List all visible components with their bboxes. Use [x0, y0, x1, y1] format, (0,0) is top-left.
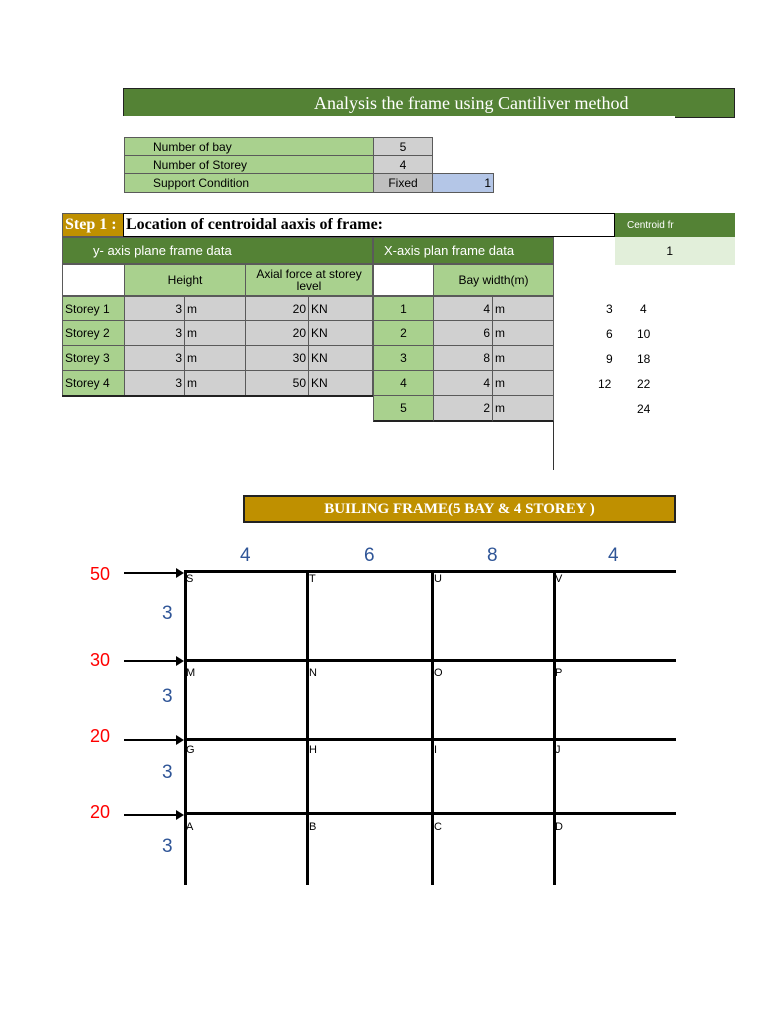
node-label: J — [555, 744, 561, 756]
node-label: V — [555, 573, 563, 585]
beam — [184, 812, 676, 815]
force-arrow — [124, 739, 182, 741]
x-row-index: 4 — [373, 370, 434, 396]
x-row-unit: m — [492, 395, 554, 422]
bay-label: 8 — [487, 545, 498, 566]
force-arrow — [124, 660, 182, 662]
y-row-force[interactable]: 20 — [245, 320, 309, 346]
y-row-height-unit: m — [184, 345, 246, 371]
x-row-unit: m — [492, 320, 554, 346]
node-label: T — [309, 573, 316, 585]
y-table-col-height: Height — [124, 264, 246, 296]
centroid-label: Centroid fr — [615, 213, 735, 237]
node-label: B — [309, 821, 317, 833]
y-row-name: Storey 1 — [62, 296, 125, 321]
storey-height: 3 — [162, 836, 173, 857]
y-row-force[interactable]: 50 — [245, 370, 309, 396]
x-table-col-bay: Bay width(m) — [433, 264, 554, 296]
x-table-blank-header — [373, 264, 434, 296]
side-num-b: 18 — [637, 352, 651, 366]
storey-force: 20 — [90, 726, 111, 746]
y-row-height[interactable]: 3 — [124, 296, 185, 321]
summary-value-storey[interactable]: 4 — [373, 155, 433, 174]
title-underline — [123, 116, 675, 118]
x-row-width[interactable]: 4 — [433, 370, 493, 396]
force-arrow — [124, 814, 182, 816]
y-row-force[interactable]: 30 — [245, 345, 309, 371]
y-table-col-force: Axial force at storey level — [245, 264, 373, 296]
y-row-height-unit: m — [184, 320, 246, 346]
y-table-header: y- axis plane frame data — [62, 237, 373, 264]
node-label: G — [186, 744, 195, 756]
y-row-force[interactable]: 20 — [245, 296, 309, 321]
column — [306, 570, 309, 885]
summary-value-bays[interactable]: 5 — [373, 137, 433, 156]
x-row-index: 1 — [373, 296, 434, 321]
beam — [184, 738, 676, 741]
frame-title: BUILING FRAME(5 BAY & 4 STOREY ) — [243, 495, 676, 523]
side-num-a: 9 — [606, 352, 613, 366]
node-label: M — [186, 667, 196, 679]
x-row-unit: m — [492, 345, 554, 371]
y-row-name: Storey 4 — [62, 370, 125, 396]
storey-force: 30 — [90, 650, 111, 670]
storey-height: 3 — [162, 686, 173, 707]
column — [184, 570, 187, 885]
node-label: P — [555, 667, 563, 679]
y-row-height-unit: m — [184, 296, 246, 321]
storey-force: 20 — [90, 802, 111, 822]
y-row-name: Storey 3 — [62, 345, 125, 371]
node-label: A — [186, 821, 194, 833]
table-bottom-border — [62, 395, 373, 397]
x-row-width[interactable]: 6 — [433, 320, 493, 346]
storey-height: 3 — [162, 762, 173, 783]
beam — [184, 659, 676, 662]
node-label: H — [309, 744, 317, 756]
side-num-b: 10 — [637, 327, 651, 341]
summary-label-support: Support Condition — [124, 173, 374, 193]
x-row-index: 5 — [373, 395, 434, 422]
y-row-height[interactable]: 3 — [124, 320, 185, 346]
side-num-a: 3 — [606, 302, 613, 316]
x-row-unit: m — [492, 370, 554, 396]
step-text: Location of centroidal aaxis of frame: — [123, 213, 615, 237]
x-row-width[interactable]: 8 — [433, 345, 493, 371]
y-row-force-unit: KN — [308, 296, 373, 321]
bay-label: 4 — [608, 545, 619, 566]
y-row-height[interactable]: 3 — [124, 345, 185, 371]
force-arrow — [124, 572, 182, 574]
x-row-index: 3 — [373, 345, 434, 371]
side-num-a: 12 — [598, 377, 612, 391]
sheet-title-text: Analysis the frame using Cantiliver method — [314, 92, 629, 113]
column — [553, 570, 556, 885]
beam — [184, 570, 676, 573]
centroid-value[interactable]: 1 — [615, 237, 735, 265]
x-row-index: 2 — [373, 320, 434, 346]
side-num-b: 22 — [637, 377, 651, 391]
side-num-b: 4 — [640, 302, 647, 316]
x-row-width[interactable]: 4 — [433, 296, 493, 321]
side-num-b: 24 — [637, 402, 651, 416]
node-label: C — [434, 821, 442, 833]
y-row-name: Storey 2 — [62, 320, 125, 346]
y-row-height[interactable]: 3 — [124, 370, 185, 396]
node-label: I — [434, 744, 438, 756]
bay-label: 4 — [240, 545, 251, 566]
node-label: U — [434, 573, 442, 585]
bay-label: 6 — [364, 545, 375, 566]
summary-value-support[interactable]: Fixed — [373, 173, 433, 193]
x-row-width[interactable]: 2 — [433, 395, 493, 422]
x-table-header: X-axis plan frame data — [373, 237, 554, 264]
storey-force: 50 — [90, 564, 111, 584]
y-row-force-unit: KN — [308, 370, 373, 396]
y-table-blank-header — [62, 264, 125, 296]
divider-line — [553, 422, 554, 470]
node-label: O — [434, 667, 443, 679]
side-num-a: 6 — [606, 327, 613, 341]
summary-label-storey: Number of Storey — [124, 155, 374, 174]
node-label: N — [309, 667, 317, 679]
y-row-force-unit: KN — [308, 320, 373, 346]
column — [431, 570, 434, 885]
storey-height: 3 — [162, 603, 173, 624]
y-row-height-unit: m — [184, 370, 246, 396]
sheet-title — [123, 88, 735, 118]
summary-extra-value[interactable]: 1 — [432, 173, 494, 193]
step-tag: Step 1 : — [62, 213, 124, 237]
node-label: S — [186, 573, 194, 585]
y-row-force-unit: KN — [308, 345, 373, 371]
node-label: D — [555, 821, 563, 833]
x-row-unit: m — [492, 296, 554, 321]
summary-label-bays: Number of bay — [124, 137, 374, 156]
